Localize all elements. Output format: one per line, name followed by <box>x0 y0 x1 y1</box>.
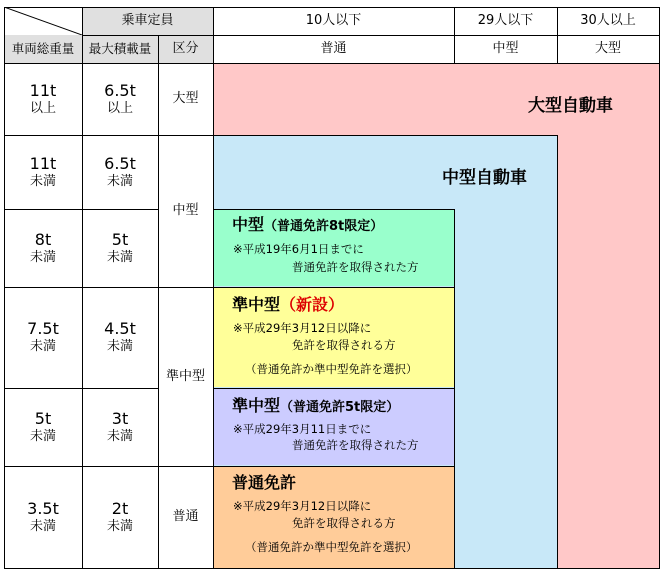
standard-note-3: （普通免許か準中型免許を選択） <box>245 540 418 554</box>
standard-license-title: 普通免許 <box>232 473 297 492</box>
label-large-vehicle: 大型自動車 <box>528 96 613 116</box>
semi-medium-5t-title: 準中型（普通免許5t限定） <box>232 396 400 415</box>
semi-medium-new-title: 準中型（新設） <box>232 295 345 314</box>
medium-8t-title: 中型（普通免許8t限定） <box>232 215 384 234</box>
capacity-col-30: 30人以上 <box>580 13 636 29</box>
semi-medium-5t-note-2: 普通免許を取得された方 <box>292 438 419 452</box>
grid-line <box>4 135 213 136</box>
row-5-load: 3t 未満 <box>106 408 133 444</box>
grid-line <box>82 7 83 569</box>
row-5-gross: 5t 未満 <box>29 408 56 444</box>
capacity-col-29: 29人以下 <box>477 13 534 29</box>
grid-line <box>4 388 158 389</box>
category-large: 大型 <box>172 91 199 107</box>
semi-medium-5t-note-1: ※平成29年3月11日までに <box>233 422 372 436</box>
grid-line <box>454 7 455 63</box>
medium-8t-note-1: ※平成19年6月1日までに <box>233 242 364 256</box>
grid-line <box>4 63 660 64</box>
grid-line <box>4 287 213 288</box>
semi-medium-new-note-3: （普通免許か準中型免許を選択） <box>245 362 418 376</box>
row-4-load: 4.5t 未満 <box>104 319 136 355</box>
standard-note-1: ※平成29年3月12日以降に <box>233 499 372 513</box>
semi-medium-new-note-1: ※平成29年3月12日以降に <box>233 321 372 335</box>
grid-line <box>213 287 455 288</box>
row-3-load: 5t 未満 <box>106 229 133 265</box>
row-2-gross: 11t 未満 <box>29 153 57 189</box>
grid-line <box>4 209 158 210</box>
class-col-medium: 中型 <box>492 41 519 57</box>
border-inner-column <box>213 209 455 569</box>
semi-medium-new-note-2: 免許を取得される方 <box>292 338 396 352</box>
col-label-max-load: 最大積載量 <box>88 40 152 56</box>
label-medium-vehicle: 中型自動車 <box>442 168 527 188</box>
category-medium: 中型 <box>172 203 199 219</box>
grid-line <box>82 35 660 36</box>
medium-8t-note-2: 普通免許を取得された方 <box>292 260 419 274</box>
class-col-standard: 普通 <box>320 41 347 57</box>
standard-note-2: 免許を取得される方 <box>292 516 396 530</box>
grid-line <box>213 388 455 389</box>
grid-line <box>213 466 455 467</box>
grid-line <box>557 7 558 63</box>
row-3-gross: 8t 未満 <box>29 229 56 265</box>
row-6-gross: 3.5t 未満 <box>27 498 59 534</box>
capacity-col-10: 10人以下 <box>305 13 362 29</box>
col-label-gross-weight: 車両総重量 <box>11 40 75 56</box>
category-semi-medium: 準中型 <box>165 368 205 384</box>
row-1-gross: 11t 以上 <box>29 80 57 116</box>
grid-line <box>4 466 213 467</box>
grid-line <box>158 35 159 569</box>
row-4-gross: 7.5t 未満 <box>27 319 59 355</box>
header-diagonal <box>4 7 82 35</box>
passenger-capacity-label: 乗車定員 <box>121 13 174 29</box>
row-1-load: 6.5t 以上 <box>104 80 136 116</box>
row-2-load: 6.5t 未満 <box>104 153 136 189</box>
col-label-category: 区分 <box>172 41 199 57</box>
category-standard: 普通 <box>172 509 199 525</box>
class-col-large: 大型 <box>594 41 621 57</box>
row-6-load: 2t 未満 <box>106 498 133 534</box>
